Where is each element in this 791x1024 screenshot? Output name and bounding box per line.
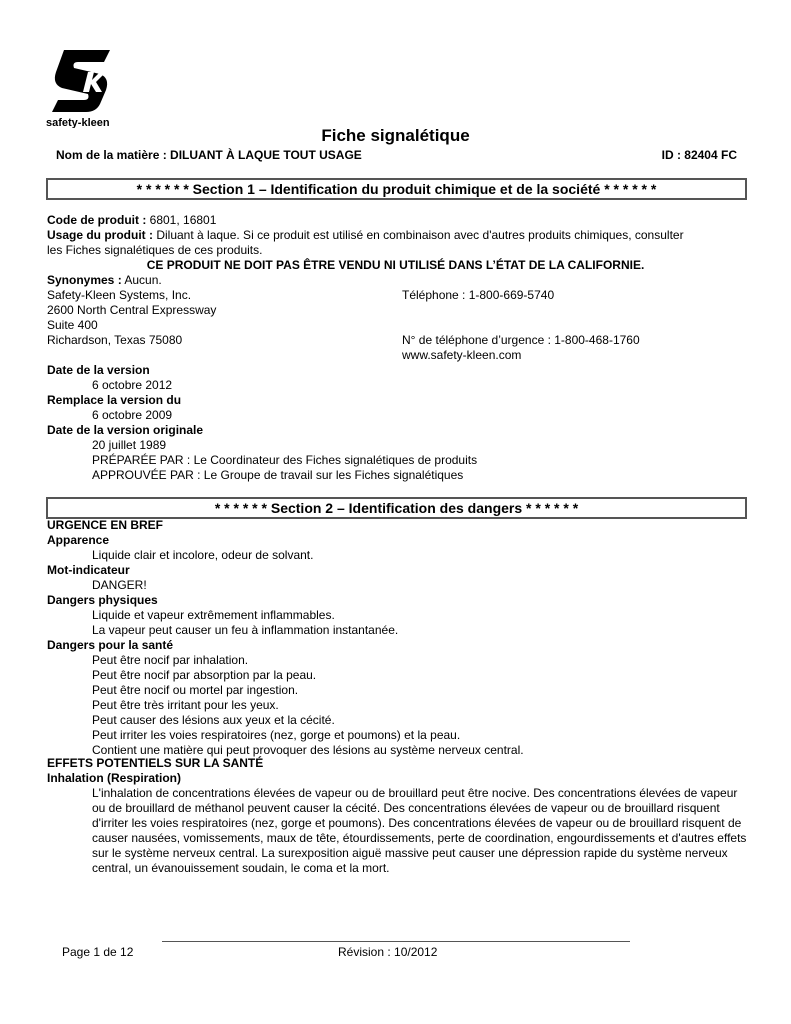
health-hazard-item: Peut être nocif ou mortel par ingestion. bbox=[92, 683, 299, 697]
synonyms-value: Aucun. bbox=[121, 273, 162, 287]
product-code-value: 6801, 16801 bbox=[146, 213, 217, 227]
approved-by: APPROUVÉE PAR : Le Groupe de travail sur les Fiches signalétiques bbox=[92, 468, 464, 482]
revision: Révision : 10/2012 bbox=[338, 945, 438, 959]
urgence-heading: URGENCE EN BREF bbox=[47, 518, 164, 532]
material-name: Nom de la matière : DILUANT À LAQUE TOUT USAGE bbox=[56, 148, 362, 162]
health-hazard-item: Peut irriter les voies respiratoires (nez, gorge et poumons) et la peau. bbox=[92, 728, 461, 742]
signal-word-label: Mot-indicateur bbox=[47, 563, 130, 577]
version-date-label: Date de la version bbox=[47, 363, 150, 377]
prepared-by: PRÉPARÉE PAR : Le Coordinateur des Fiches signalétiques de produits bbox=[92, 453, 478, 467]
company-name: Safety-Kleen Systems, Inc. bbox=[47, 288, 192, 302]
original-version-label: Date de la version originale bbox=[47, 423, 204, 437]
section-1-heading-text: * * * * * * Section 1 – Identification du produit chimique et de la société * * * * * * bbox=[136, 181, 657, 197]
section-2-heading bbox=[46, 497, 747, 519]
synonyms bbox=[47, 273, 162, 288]
physical-hazard-item: La vapeur peut causer un feu à inflammation instantanée. bbox=[92, 623, 399, 637]
health-hazard-item: Peut être nocif par inhalation. bbox=[92, 653, 249, 667]
apparence-label: Apparence bbox=[47, 533, 110, 547]
company-address-3: Richardson, Texas 75080 bbox=[47, 333, 183, 347]
health-hazards-label: Dangers pour la santé bbox=[47, 638, 174, 652]
inhalation-label: Inhalation (Respiration) bbox=[47, 771, 182, 785]
product-usage bbox=[47, 228, 684, 243]
section-1-heading bbox=[46, 178, 747, 200]
company-phone: Téléphone : 1-800-669-5740 bbox=[402, 288, 555, 302]
original-version-value: 20 juillet 1989 bbox=[92, 438, 167, 452]
product-usage-continued: les Fiches signalétiques de ces produits. bbox=[47, 243, 263, 257]
replaces-version-label: Remplace la version du bbox=[47, 393, 182, 407]
apparence-value: Liquide clair et incolore, odeur de solvant. bbox=[92, 548, 314, 562]
company-address-2: Suite 400 bbox=[47, 318, 98, 332]
product-usage-label: Usage du produit : bbox=[47, 228, 153, 242]
document-title: Fiche signalétique bbox=[321, 126, 470, 145]
product-usage-value: Diluant à laque. Si ce produit est utilisé en combinaison avec d'autres produits chimiques, consulter bbox=[153, 228, 684, 242]
signal-word-value: DANGER! bbox=[92, 578, 147, 592]
physical-hazards-label: Dangers physiques bbox=[47, 593, 158, 607]
replaces-version-value: 6 octobre 2009 bbox=[92, 408, 173, 422]
product-code bbox=[47, 213, 216, 228]
product-code-label: Code de produit : bbox=[47, 213, 147, 227]
synonyms-label: Synonymes : bbox=[47, 273, 122, 287]
section-2-heading-text: * * * * * * Section 2 – Identification des dangers * * * * * * bbox=[214, 500, 579, 516]
potential-effects-heading: EFFETS POTENTIELS SUR LA SANTÉ bbox=[47, 756, 264, 770]
inhalation-text: L'inhalation de concentrations élevées de vapeur ou de brouillard peut être nocive. Des concentrations élevées de vapeur ou de brouillard de méthanol peuvent causer la cécité. Des concentrations élevées de vapeur ou de brouillard risquent d'irriter les voies respiratoires (nez, gorge et poumons). Des concentrations élevées de vapeur ou de brouillard risquent de causer nausées, vomissements, maux de tête, étourdissements, perte de coordination, engourdissements et d'autres effets sur le système nerveux central. La surexposition aiguë massive peut causer une dépression rapide du système nerveux central, un évanouissement soudain, le coma et la mort. bbox=[92, 786, 747, 875]
company-website: www.safety-kleen.com bbox=[402, 348, 522, 362]
health-hazard-item: Peut être très irritant pour les yeux. bbox=[92, 698, 279, 712]
california-notice: CE PRODUIT NE DOIT PAS ÊTRE VENDU NI UTILISÉ DANS L’ÉTAT DE LA CALIFORNIE. bbox=[146, 258, 645, 272]
company-address-1: 2600 North Central Expressway bbox=[47, 303, 217, 317]
emergency-phone: N° de téléphone d’urgence : 1-800-468-1760 bbox=[402, 333, 640, 347]
logo-wordmark: safety-kleen bbox=[46, 117, 110, 128]
health-hazard-item: Peut causer des lésions aux yeux et la cécité. bbox=[92, 713, 335, 727]
version-date-value: 6 octobre 2012 bbox=[92, 378, 173, 392]
health-hazard-item: Peut être nocif par absorption par la peau. bbox=[92, 668, 317, 682]
safety-kleen-logo bbox=[44, 44, 128, 128]
page-number: Page 1 de 12 bbox=[62, 945, 134, 959]
physical-hazard-item: Liquide et vapeur extrêmement inflammables. bbox=[92, 608, 335, 622]
footer-rule bbox=[162, 941, 630, 942]
material-id: ID : 82404 FC bbox=[661, 148, 737, 162]
health-hazard-item: Contient une matière qui peut provoquer des lésions au système nerveux central. bbox=[92, 743, 524, 757]
